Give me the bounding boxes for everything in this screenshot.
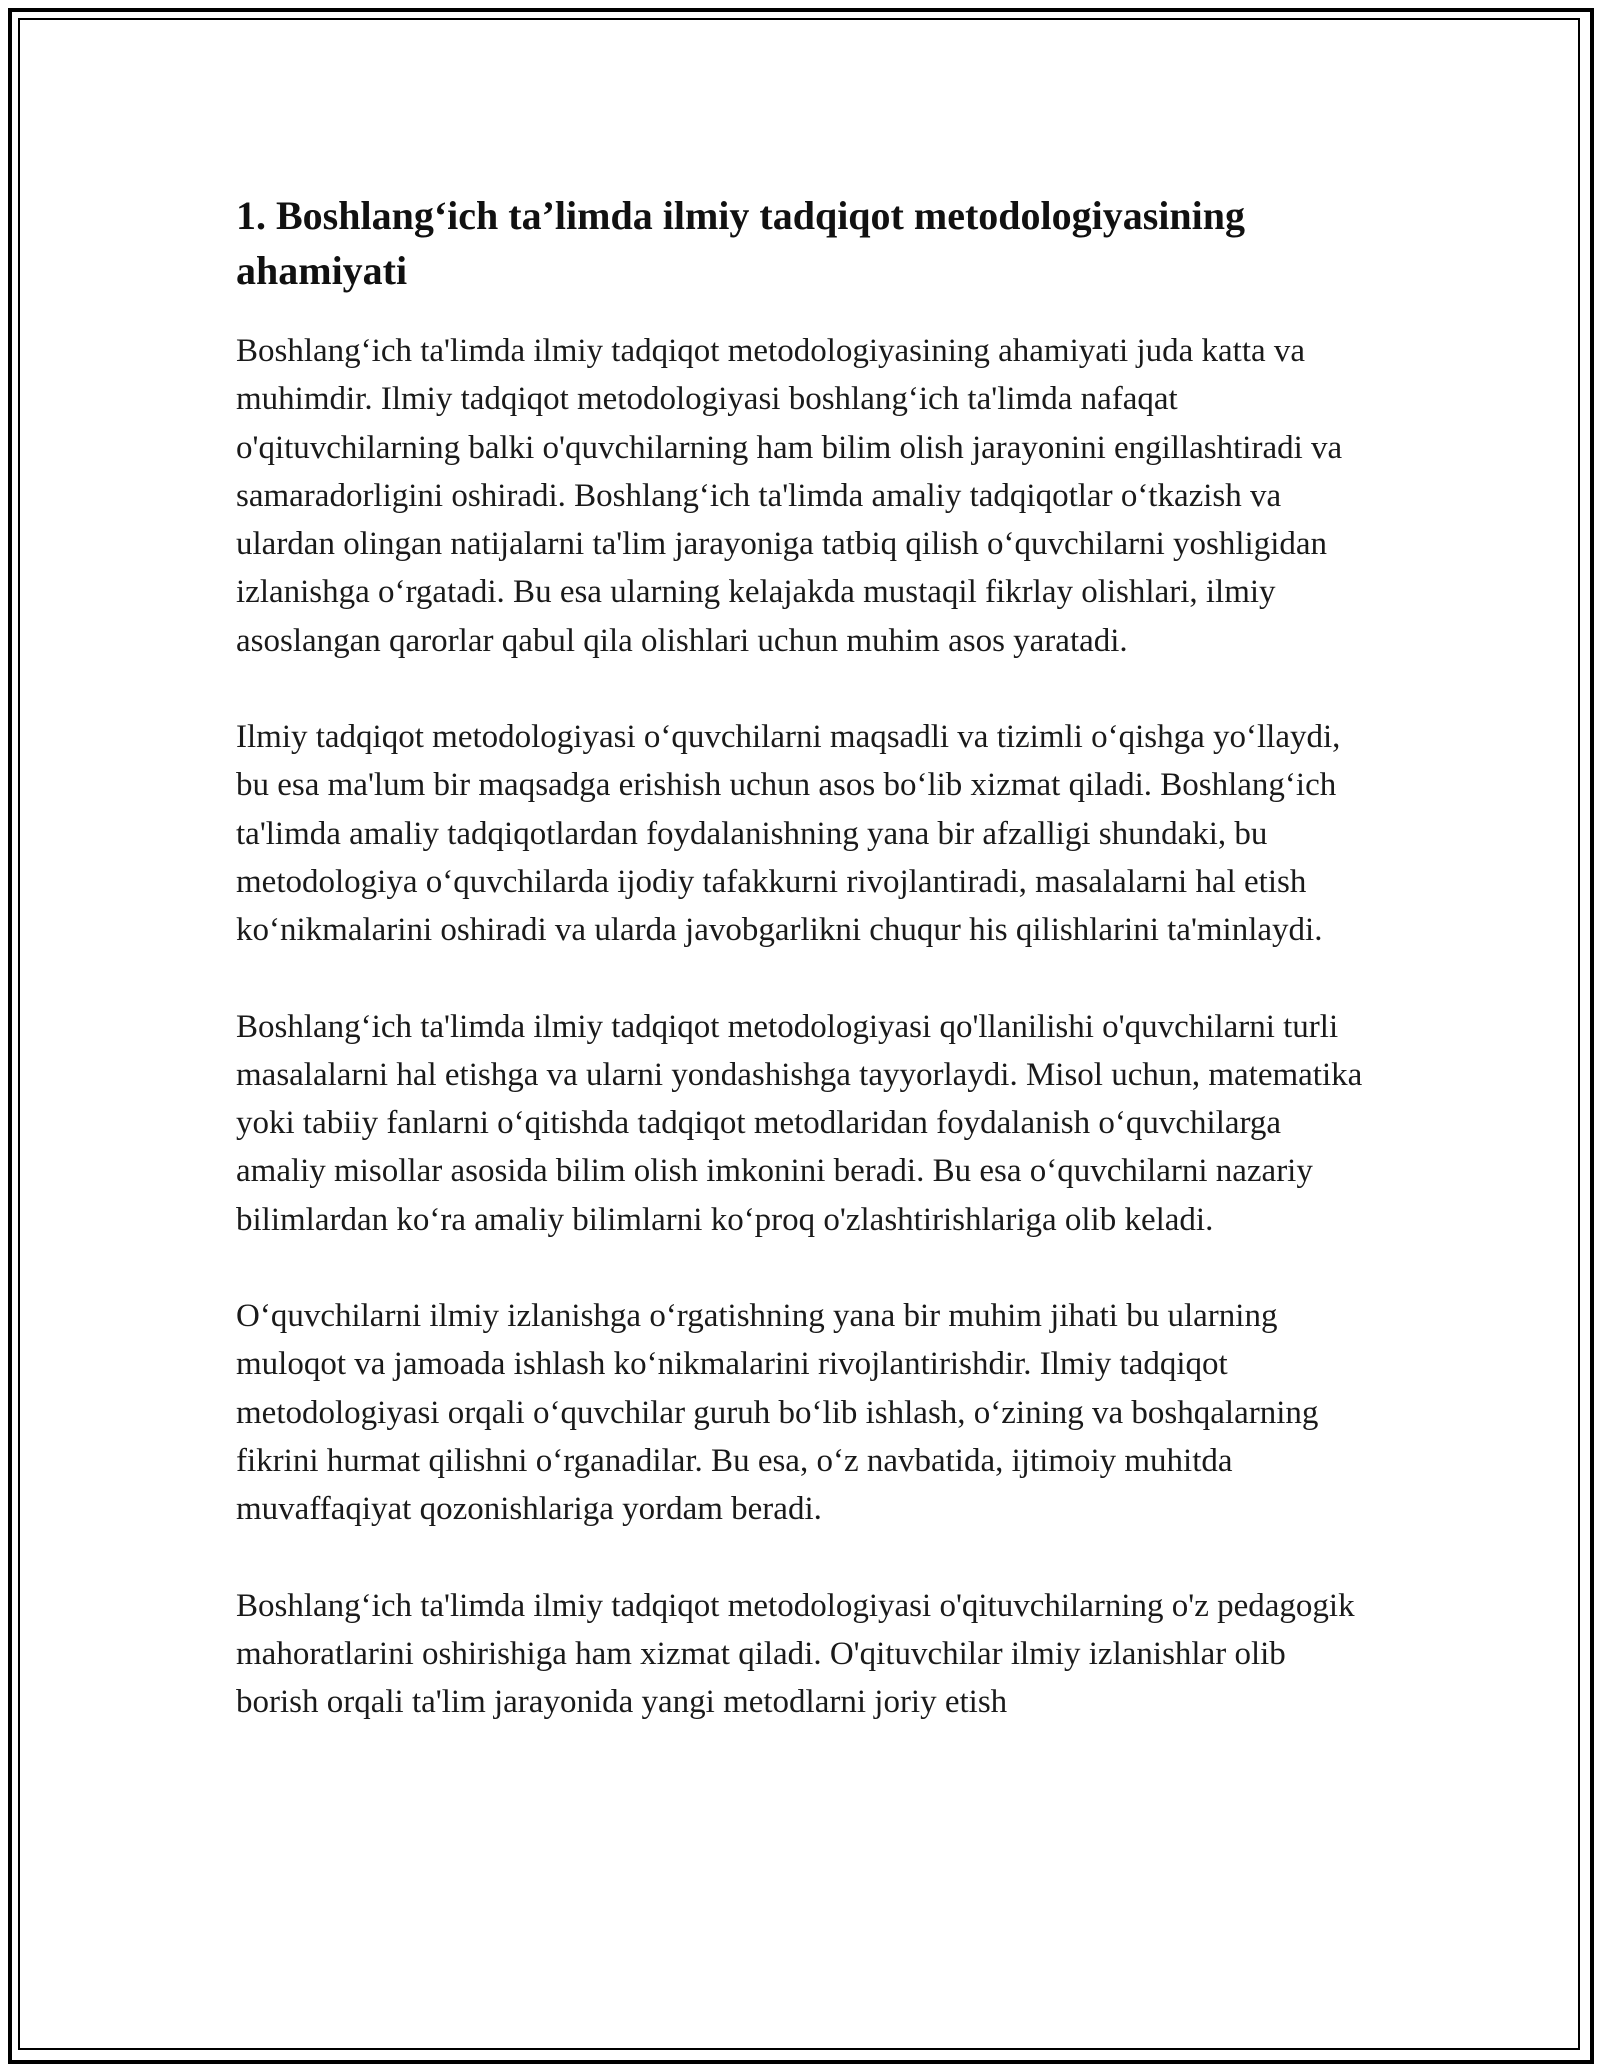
paragraph: O‘quvchilarni ilmiy izlanishga o‘rgatishning yana bir muhim jihati bu ularning muloqot va jamoada ishlash ko‘nikmalarini rivojlantirishdir. Ilmiy tadqiqot metodologiyasi orqali o‘quvchilar guruh bo‘lib ishlash, o‘zining va boshqalarning fikrini hurmat qilishni o‘rganadilar. Bu esa, o‘z navbatida, ijtimoiy muhitda muvaffaqiyat qozonishlariga yordam beradi. [236,1298,1319,1528]
paragraph: Ilmiy tadqiqot metodologiyasi o‘quvchilarni maqsadli va tizimli o‘qishga yo‘llaydi, bu esa ma'lum bir maqsadga erishish uchun asos bo‘lib xizmat qiladi. Boshlang‘ich ta'limda amaliy tadqiqotlardan foydalanishning yana bir afzalligi shundaki, bu metodologiya o‘quvchilarda ijodiy tafakkurni rivojlantiradi, masalalarni hal etish ko‘nikmalarini oshiradi va ularda javobgarlikni chuqur his qilishlarini ta'minlaydi. [236,719,1341,949]
paragraph: Boshlang‘ich ta'limda ilmiy tadqiqot metodologiyasining ahamiyati juda katta va muhimdir. Ilmiy tadqiqot metodologiyasi boshlang‘ich ta'limda nafaqat o'qituvchilarning balki o'quvchilarning ham bilim olish jarayonini engillashtiradi va samaradorligini oshiradi. Boshlang‘ich ta'limda amaliy tadqiqotlar o‘tkazish va ulardan olingan natijalarni ta'lim jarayoniga tatbiq qilish o‘quvchilarni yoshligidan izlanishga o‘rgatadi. Bu esa ularning kelajakda mustaqil fikrlay olishlari, ilmiy asoslangan qarorlar qabul qila olishlari uchun muhim asos yaratadi. [236,333,1343,659]
document-body [236,188,1366,1726]
paragraph: Boshlang‘ich ta'limda ilmiy tadqiqot metodologiyasi o'qituvchilarning o'z pedagogik mahoratlarini oshirishiga ham xizmat qiladi. O'qituvchilar ilmiy izlanishlar olib borish orqali ta'lim jarayonida yangi metodlarni joriy etish [236,1587,1355,1721]
section-heading: 1. Boshlang‘ich ta’limda ilmiy tadqiqot metodologiyasining ahamiyati [236,193,1246,293]
paragraph: Boshlang‘ich ta'limda ilmiy tadqiqot metodologiyasi qo'llanilishi o'quvchilarni turli masalalarni hal etishga va ularni yondashishga tayyorlaydi. Misol uchun, matematika yoki tabiiy fanlarni o‘qitishda tadqiqot metodlaridan foydalanish o‘quvchilarga amaliy misollar asosida bilim olish imkonini beradi. Bu esa o‘quvchilarni nazariy bilimlardan ko‘ra amaliy bilimlarni ko‘proq o'zlashtirishlariga olib keladi. [236,1008,1363,1238]
